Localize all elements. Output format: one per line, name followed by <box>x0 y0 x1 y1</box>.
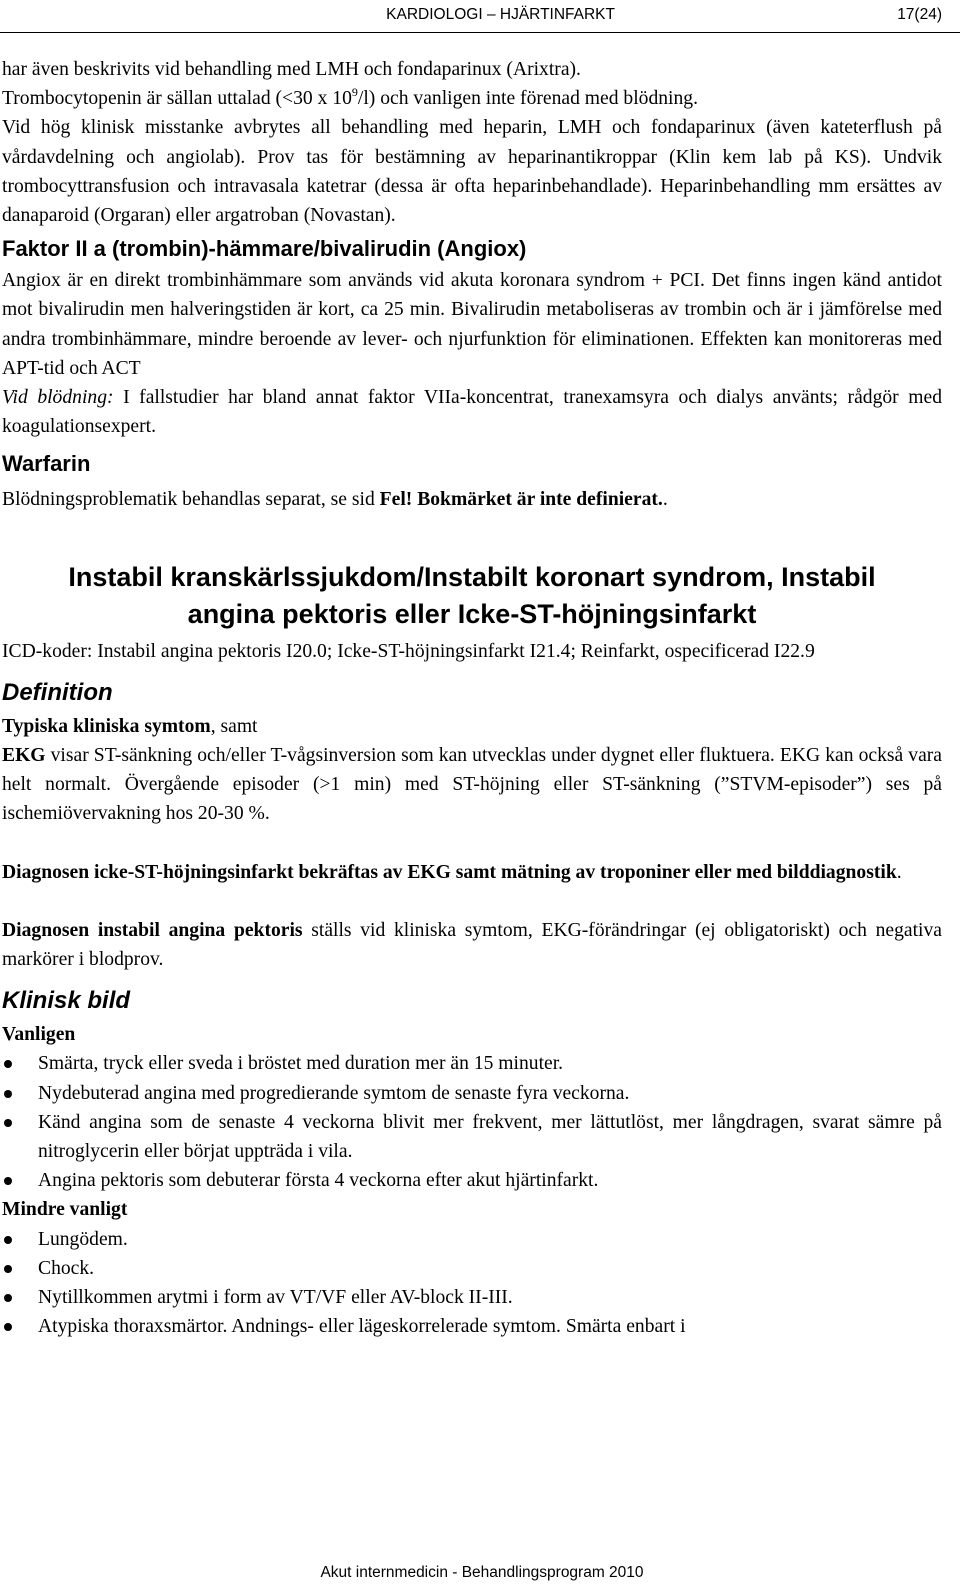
diagnos-nstemi: Diagnosen icke-ST-höjningsinfarkt bekräftas av EKG samt mätning av troponiner eller med bilddiagnostik. <box>2 861 902 883</box>
bullet-icon <box>4 1265 12 1273</box>
page-header <box>0 2 960 28</box>
diagnos-instabil-angina: Diagnosen instabil angina pektoris ställs vid kliniska symtom, EKG-förändringar (ej obligatoriskt) och negativa markörer i blodprov. <box>2 919 942 971</box>
list-item: Smärta, tryck eller sveda i bröstet med duration mer än 15 minuter. <box>2 1049 942 1078</box>
heparin-paragraph: Vid hög klinisk misstanke avbrytes all behandling med heparin, LMH och fondaparinux (även kateterflush på vårdavdelning och angiolab). Prov tas för bestämning av heparinantikroppar (Klin kem lab på KS). Undvik trombocyttransfusion och intravasala katetrar (dessa är ofta heparinbehandlade). Heparinbehandling mm ersättes av danaparoid (Orgaran) eller argatroban (Novastan). <box>2 117 942 227</box>
vid-blodning-paragraph: Vid blödning: I fallstudier har bland annat faktor VIIa-koncentrat, tranexamsyra och dialys använts; rådgör med koagulationsexpert. <box>2 387 942 438</box>
trombocytopenin-line: Trombocytopenin är sällan uttalad (<30 x $10^9/l$) och vanligen inte förenad med blödning. <box>2 85 698 110</box>
list-item: Angina pektoris som debuterar första 4 veckorna efter akut hjärtinfarkt. <box>2 1166 942 1195</box>
bullet-icon <box>4 1294 12 1302</box>
page-number: 17(24) <box>897 6 942 23</box>
mindre-vanligt-label: Mindre vanligt <box>2 1199 128 1221</box>
list-item: Lungödem. <box>2 1225 942 1254</box>
bookmark-error: Fel! Bokmärket är inte definierat. <box>379 489 663 511</box>
faktor-heading: Faktor II a (trombin)-hämmare/bivalirudin (Angiox) <box>2 236 527 262</box>
mindre-vanligt-list <box>2 1225 942 1342</box>
bullet-icon <box>4 1060 12 1068</box>
warfarin-paragraph: Blödningsproblematik behandlas separat, se sid Fel! Bokmärket är inte definierat.. <box>2 489 668 511</box>
intro-line: har även beskrivits vid behandling med LMH och fondaparinux (Arixtra). <box>2 59 581 80</box>
bullet-icon <box>4 1177 12 1185</box>
klinisk-bild-heading: Klinisk bild <box>2 987 131 1015</box>
warfarin-heading: Warfarin <box>2 451 91 477</box>
bullet-icon <box>4 1119 12 1127</box>
page-footer: Akut internmedicin - Behandlingsprogram 2010 <box>320 1564 644 1581</box>
definition-heading: Definition <box>2 678 113 706</box>
vanligen-label: Vanligen <box>2 1024 76 1046</box>
list-item: Nytillkommen arytmi i form av VT/VF eller AV-block II-III. <box>2 1283 942 1312</box>
list-item: Känd angina som de senaste 4 veckorna blivit mer frekvent, mer lättutlöst, mer långdragen, svarat sämre på nitroglycerin eller börjat uppträda i vila. <box>2 1108 942 1166</box>
list-item: Atypiska thoraxsmärtor. Andnings- eller lägeskorrelerade symtom. Smärta enbart i <box>2 1312 942 1341</box>
bullet-icon <box>4 1323 12 1331</box>
vid-blodning-label: Vid blödning: <box>2 387 114 409</box>
header-title: KARDIOLOGI – HJÄRTINFARKT <box>386 6 615 23</box>
list-item: Nydebuterad angina med progredierande symtom de senaste fyra veckorna. <box>2 1079 942 1108</box>
exponent: 9 <box>351 85 358 100</box>
vanligen-list <box>2 1049 942 1195</box>
bullet-icon <box>4 1090 12 1098</box>
section-title: Instabil kranskärlssjukdom/Instabilt koronart syndrom, Instabil angina pektoris eller Icke-ST-höjningsinfarkt <box>68 561 876 629</box>
angiox-paragraph: Angiox är en direkt trombinhämmare som används vid akuta koronara syndrom + PCI. Det finns ingen känd antidot mot bivalirudin men halveringstiden är kort, ca 25 min. Bivalirudin metaboliseras av trombin och är i jämförelse med andra trombinhämmare, mindre beroende av lever- och njurfunktion för eliminationen. Effekten kan monitoreras med APT-tid och ACT <box>2 270 942 379</box>
bullet-icon <box>4 1236 12 1244</box>
ekg-paragraph: EKG visar ST-sänkning och/eller T-vågsinversion som kan utvecklas under dygnet eller fluktuera. EKG kan också vara helt normalt. Övergående episoder (>1 min) med ST-höjning eller ST-sänkning (”STVM-episoder”) ses på ischemiövervakning hos 20-30 %. <box>2 745 942 825</box>
typiska-symtom: Typiska kliniska symtom, samt <box>2 715 258 737</box>
header-rule <box>0 32 960 33</box>
list-item: Chock. <box>2 1254 942 1283</box>
document-body <box>2 55 942 1342</box>
icd-codes: ICD-koder: Instabil angina pektoris I20.0; Icke-ST-höjningsinfarkt I21.4; Reinfarkt, ospecificerad I22.9 <box>2 640 815 662</box>
